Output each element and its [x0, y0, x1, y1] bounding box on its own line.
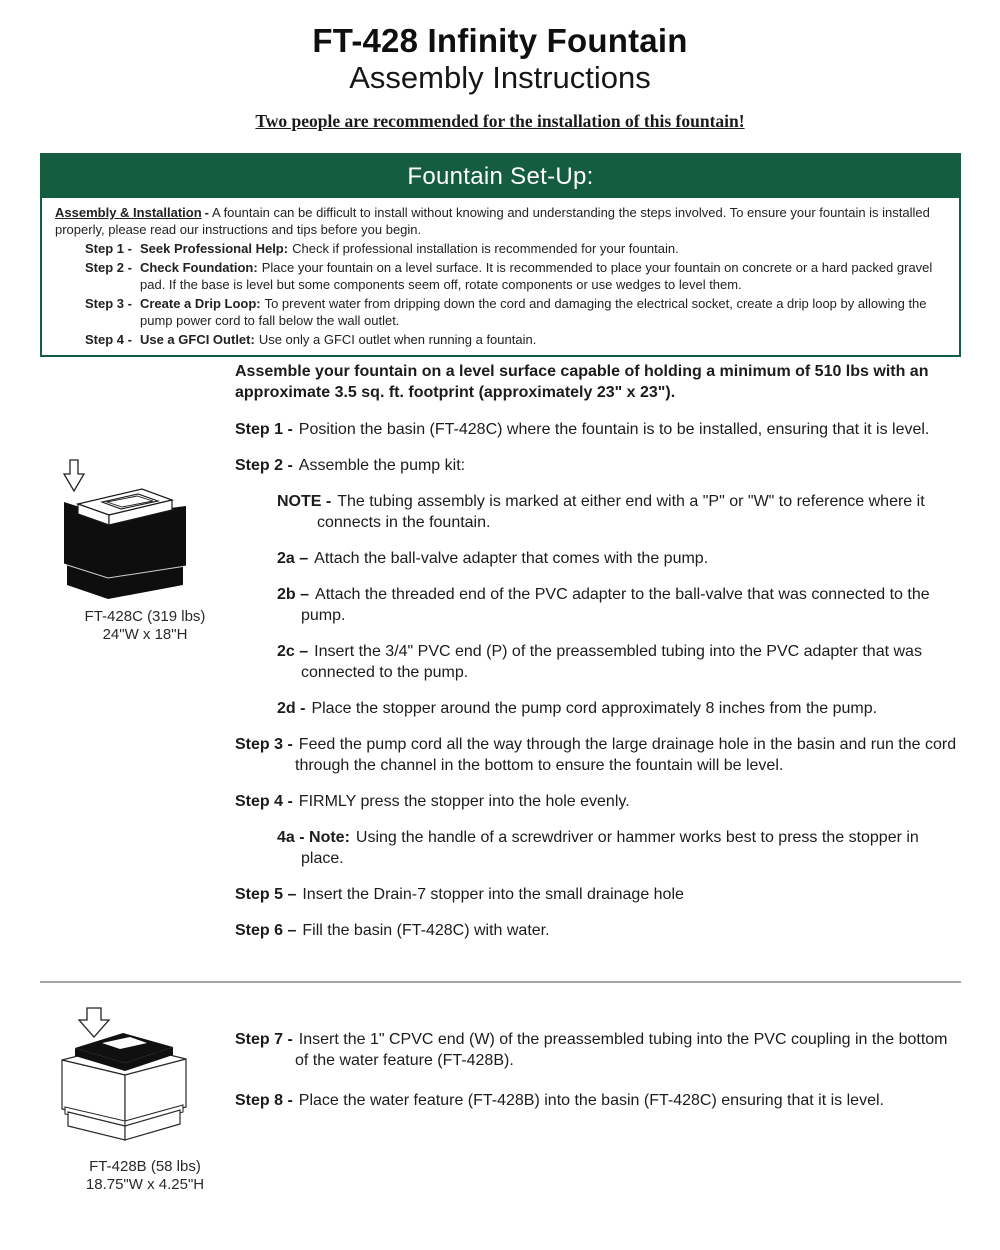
setup-intro-label: Assembly & Installation — [55, 205, 202, 220]
assembly-step-6 — [235, 920, 957, 941]
assembly-step-2a — [277, 548, 957, 569]
step-label: Step 3 - — [235, 736, 293, 753]
basin-illustration — [60, 458, 190, 600]
down-arrow-icon — [79, 1008, 109, 1037]
setup-intro — [55, 204, 947, 238]
assembly-step-4a — [277, 827, 957, 869]
step-text: Position the basin (FT-428C) where the fountain is to be installed, ensuring that it is level. — [298, 421, 930, 438]
setup-step-label: Step 3 - — [85, 296, 132, 311]
step-text: Using the handle of a screwdriver or hammer works best to press the stopper in place. — [301, 829, 919, 867]
step-label: 4a - Note: — [277, 829, 350, 846]
document-header — [0, 22, 1000, 132]
step-label: 2c – — [277, 643, 309, 660]
step-text: Place the stopper around the pump cord approximately 8 inches from the pump. — [311, 700, 878, 717]
step-text: Feed the pump cord all the way through the large drainage hole in the basin and run the cord through the channel in the bottom to ensure the fountain will be level. — [295, 736, 957, 774]
step-label: NOTE - — [277, 493, 332, 510]
setup-step-4 — [85, 331, 947, 348]
assembly-step-4 — [235, 791, 957, 812]
step-text: Attach the threaded end of the PVC adapter to the ball-valve that was connected to the pump. — [301, 586, 930, 624]
setup-step-bold: Create a Drip Loop: — [139, 296, 261, 311]
assembly-step-8 — [235, 1090, 957, 1111]
step-label: Step 5 – — [235, 886, 297, 903]
assembly-step-1 — [235, 419, 957, 440]
step-label: 2d - — [277, 700, 306, 717]
figure-model-label: FT-428C (319 lbs) — [84, 608, 206, 625]
assembly-note — [277, 491, 957, 533]
setup-banner-title: Fountain Set-Up: — [42, 155, 959, 198]
step-label: 2a – — [277, 550, 309, 567]
assembly-step-2d — [277, 698, 957, 719]
figure-water-feature-caption — [40, 1158, 250, 1194]
setup-step-text: To prevent water from dripping down the cord and damaging the electrical socket, create a drip loop by allowing the pump power cord to fall below the wall outlet. — [140, 296, 927, 328]
setup-step-bold: Check Foundation: — [139, 260, 258, 275]
step-label: Step 4 - — [235, 793, 293, 810]
down-arrow-icon — [64, 460, 84, 491]
setup-step-1 — [85, 240, 947, 257]
step-text: FIRMLY press the stopper into the hole evenly. — [298, 793, 630, 810]
step-text: Insert the Drain-7 stopper into the small drainage hole — [302, 886, 684, 903]
setup-step-label: Step 2 - — [85, 260, 132, 275]
assembly-step-2 — [235, 455, 957, 476]
step-text: Insert the 3/4" PVC end (P) of the preassembled tubing into the PVC adapter that was connected to the pump. — [301, 643, 922, 681]
assembly-steps-section — [235, 361, 957, 956]
water-feature-illustration — [55, 1006, 190, 1146]
setup-step-text: Use only a GFCI outlet when running a fountain. — [258, 332, 537, 347]
setup-step-3 — [85, 295, 947, 329]
assembly-steps-section-2 — [235, 1029, 957, 1130]
assembly-step-5 — [235, 884, 957, 905]
section-divider — [40, 981, 961, 983]
step-label: Step 2 - — [235, 457, 293, 474]
figure-water-feature — [40, 1006, 250, 1194]
step-text: Attach the ball-valve adapter that comes with the pump. — [314, 550, 709, 567]
assembly-intro: Assemble your fountain on a level surface capable of holding a minimum of 510 lbs with an approximate 3.5 sq. ft. footprint (approximately 23" x 23"). — [235, 363, 929, 401]
page-subtitle: Assembly Instructions — [349, 60, 651, 95]
assembly-step-2c — [277, 641, 957, 683]
installation-notice: Two people are recommended for the installation of this fountain! — [255, 111, 745, 131]
step-label: Step 7 - — [235, 1031, 293, 1048]
step-label: Step 6 – — [235, 922, 297, 939]
setup-step-text: Check if professional installation is recommended for your fountain. — [292, 241, 679, 256]
setup-step-text: Place your fountain on a level surface. It is recommended to place your fountain on concrete or a hard packed gravel pad. If the base is level but some components seem off, rotate components or use wedges to level them. — [140, 260, 933, 292]
figure-size-label: 18.75"W x 4.25"H — [85, 1176, 205, 1193]
setup-body — [42, 198, 959, 355]
step-label: Step 8 - — [235, 1092, 293, 1109]
setup-intro-text: A fountain can be difficult to install without knowing and understanding the steps involved. To ensure your fountain is installed properly, please read our instructions and tips before you begin. — [55, 205, 930, 237]
figure-basin — [40, 458, 250, 644]
assembly-step-2b — [277, 584, 957, 626]
step-label: 2b – — [277, 586, 310, 603]
setup-intro-dash: - — [204, 205, 209, 220]
step-text: Place the water feature (FT-428B) into the basin (FT-428C) ensuring that it is level. — [298, 1092, 884, 1109]
step-text: Fill the basin (FT-428C) with water. — [302, 922, 550, 939]
setup-step-2 — [85, 259, 947, 293]
figure-size-label: 24"W x 18"H — [102, 626, 188, 643]
assembly-step-3 — [235, 734, 957, 776]
setup-step-bold: Seek Professional Help: — [139, 241, 289, 256]
fountain-setup-section — [40, 153, 961, 357]
figure-model-label: FT-428B (58 lbs) — [89, 1158, 201, 1175]
step-label: Step 1 - — [235, 421, 293, 438]
figure-basin-caption — [40, 608, 250, 644]
setup-step-label: Step 4 - — [85, 332, 132, 347]
setup-step-label: Step 1 - — [85, 241, 132, 256]
setup-step-bold: Use a GFCI Outlet: — [139, 332, 255, 347]
assembly-step-7 — [235, 1029, 957, 1071]
step-text: Insert the 1" CPVC end (W) of the preassembled tubing into the PVC coupling in the bottom of the water feature (FT-428B). — [295, 1031, 948, 1069]
step-text: The tubing assembly is marked at either end with a "P" or "W" to reference where it connects in the fountain. — [317, 493, 925, 531]
step-text: Assemble the pump kit: — [298, 457, 466, 474]
page-title: FT-428 Infinity Fountain — [312, 22, 688, 59]
